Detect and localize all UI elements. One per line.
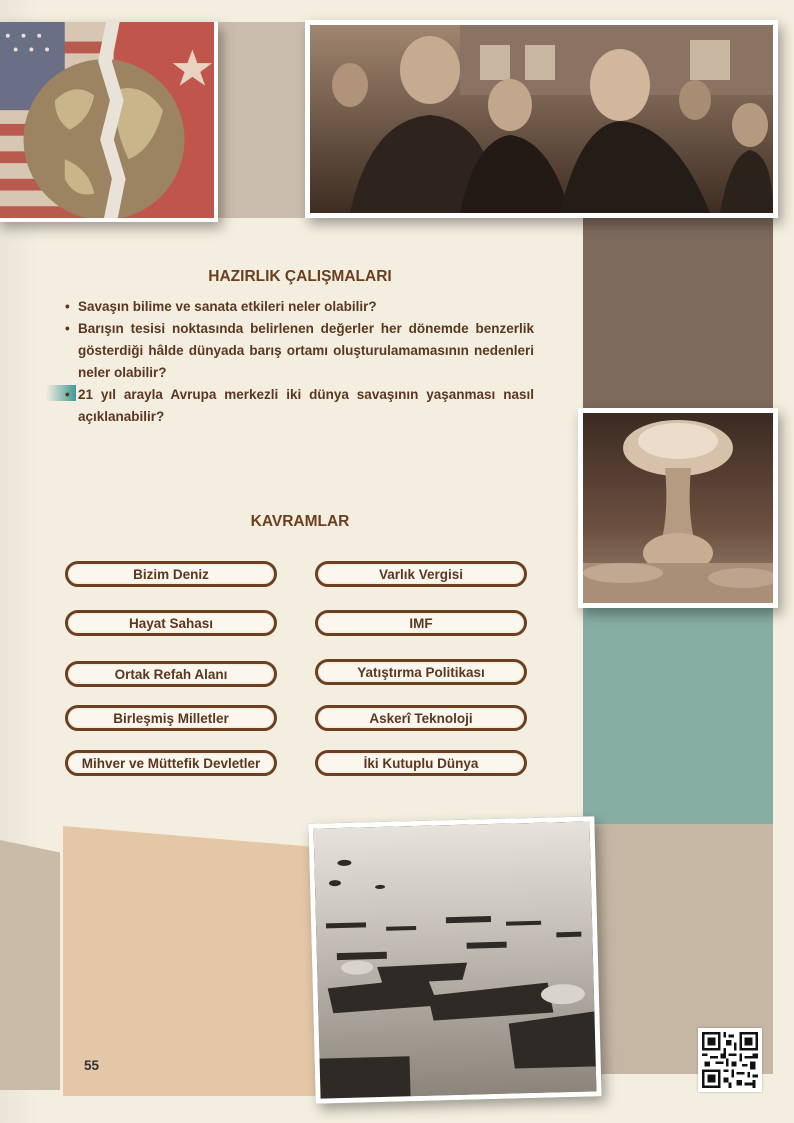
teal-band: [583, 606, 773, 824]
concept-pill: Birleşmiş Milletler: [65, 705, 277, 731]
gray-band: [0, 840, 60, 1090]
page-number: 55: [84, 1058, 100, 1073]
question-item: • Savaşın bilime ve sanata etkileri neler olabilir?: [62, 296, 534, 318]
concepts-heading: KAVRAMLAR: [250, 513, 350, 530]
leaders-handshake-photo: [305, 20, 778, 218]
brown-band: [583, 218, 773, 414]
globe-flags-photo: [0, 22, 218, 222]
tan-band: [63, 826, 323, 1096]
question-item: • 21 yıl arayla Avrupa merkezli iki dünya savaşının yaşanması nasıl açıklanabilir?: [62, 384, 534, 428]
preparation-heading: HAZIRLIK ÇALIŞMALARI: [208, 268, 392, 285]
concept-pill: IMF: [315, 610, 527, 636]
preparation-questions: [62, 296, 534, 428]
concept-pill: Ortak Refah Alanı: [65, 661, 277, 687]
concept-pill: Mihver ve Müttefik Devletler: [65, 750, 277, 776]
concept-pill: İki Kutuplu Dünya: [315, 750, 527, 776]
question-item: • Barışın tesisi noktasında belirlenen değerler her dönemde benzerlik gösterdiği hâlde dünyada barış ortamı oluşturulamamasının nedenleri neler olabilir?: [62, 318, 534, 384]
concept-pill: Hayat Sahası: [65, 610, 277, 636]
concept-pill: Yatıştırma Politikası: [315, 659, 527, 685]
concept-pill: Varlık Vergisi: [315, 561, 527, 587]
concept-pill: Askerî Teknoloji: [315, 705, 527, 731]
top-strip-decoration: [215, 22, 305, 218]
mushroom-cloud-photo: [578, 408, 778, 608]
concept-pill: Bizim Deniz: [65, 561, 277, 587]
landing-ships-photo: [308, 816, 601, 1103]
qr-code-icon[interactable]: [698, 1028, 762, 1092]
